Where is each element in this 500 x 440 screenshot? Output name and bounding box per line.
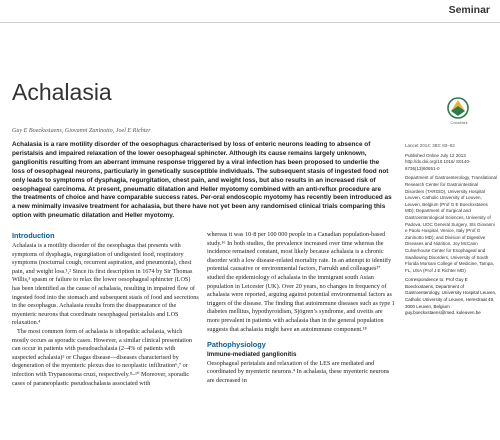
publication-info[interactable]: Published Online July 12 2013 http://dx.doi.org/10.1016/ S0140-6736(13)60651-0 <box>405 152 471 171</box>
article-summary: Achalasia is a rare motility disorder of the oesophagus characterised by loss of enteric neurons leading to absence of peristalsis and impaired relaxation of the lower oesophageal sphincter. Although its cause remains largely unknown, ganglionitis resulting from an aberrant immune response triggered by a viral infection has been proposed to underlie the loss of oesophageal neurons, particularly in genetically susceptible individuals. The subsequent stasis of ingested food not only leads to symptoms of dysphagia, regurgitation, chest pain, and weight loss, but also results in an increased risk of oesophageal carcinoma. At present, pneumatic dilatation and Heller myotomy combined with an anti-reflux procedure are the treatments of choice and have comparable success rates. Per-oral endoscopic myotomy has recently been introduced as a new minimally invasive treatment for achalasia, but there have not yet been any randomised clinical trials comparing this option with pneumatic dilatation and Heller myotomy. <box>12 141 392 220</box>
article-sidebar <box>405 143 498 320</box>
article-authors: Guy E Boeckxstaens, Giovanni Zaninotto, Joel E Richter <box>12 128 151 134</box>
intro-paragraph: Achalasia is a motility disorder of the oesophagus that presents with symptoms of dysphagia, regurgitation of undigested food, respiratory symptoms (nocturnal cough, recurrent aspiration, and pneumonia), chest pain, and weight loss.¹,² Since its first description in 1674 by Sir Thomas Willis,³ spasm or failure to relax the lower oesophageal sphincter (LOS) has been identified as the cause of achalasia, resulting in impaired flow of ingested food into the stomach and subsequent stasis of food and secretions in the oesophagus. Achalasia results from the disappearance of the myenteric neurons that coordinate oesophageal peristalsis and LOS relaxation.⁴ <box>12 242 199 327</box>
body-paragraph: Oesophageal peristalsis and relaxation of the LES are mediated and coordinated by myenteric neurons.⁴ In achalasia, these myenteric neurons are decreased in <box>207 359 390 384</box>
correspondence-info: Correspondence to: Prof Guy E Boeckxstaens, Department of Gastroenterology, University Hospital Leuven, Catholic University of Leuven, Herestraat 49, 3000 Leuven, Belgium guy.boeckxstaens@med. kuleuven.be <box>405 277 497 316</box>
journal-header-bar <box>0 0 500 23</box>
journal-citation: Lancet 2014; 383: 83–93 <box>405 143 455 148</box>
pathophysiology-heading: Pathophysiology <box>207 340 266 350</box>
ganglionitis-subheading: Immune-mediated ganglionitis <box>207 351 297 359</box>
section-label: Seminar <box>448 4 490 16</box>
body-paragraph: whereas it was 10·8 per 100 000 people in a Canadian population-based study.¹⁶ In both studies, the prevalence increased over time whereas the incidence remained constant, most likely because achalasia is a chronic disorder with a low disease-related mortality rate. In an attempt to identify potential causative or environmental factors, Farrukh and colleagues¹⁷ studied the epidemiology of achalasia in the immigrant south Asian population in Leicester (UK). Over 20 years, no changes in frequency of achalasia were reported, arguing against potential environmental factors as triggers of the disease. The finding that autoimmune diseases such as type 1 diabetes mellitus, hypothyroidism, Sjögren’s syndrome, and uveitis are more prevalent in patients with achalasia than in the general population suggests that achalasia might have an autoimmune component.¹⁸ <box>207 231 395 333</box>
crossmark-label: CrossMark <box>450 121 468 125</box>
article-title: Achalasia <box>12 79 112 105</box>
author-affiliations: Department of Gastroenterology, Translational Research Center for Gastrointestinal Disorders (TARGID), University Hospital Leuven, Catholic University of Leuven, Leuven, Belgium (Prof G E Boeckxstaens MD); Department of Surgical and Gastroenterological Sciences, University of Padova, UOC General Surgery, Sts Giovanni e Paolo Hospital, Venice, Italy (Prof G Zaninotto MD); and Division of Digestive Diseases and Nutrition, Joy McCann Culverhouse Center for Esophageal and Swallowing Disorders, University of South Florida Morsani College of Medicine, Tampa, FL, USA (Prof J E Richter MD) <box>405 175 497 273</box>
body-column-right <box>207 231 395 386</box>
crossmark-icon[interactable] <box>447 97 469 121</box>
introduction-heading: Introduction <box>12 231 55 240</box>
body-column-left <box>12 231 200 388</box>
intro-paragraph: The most common form of achalasia is idiopathic achalasia, which mostly occurs as sporadic cases. However, a similar clinical presentation can occur in patients with pseudoachalasia (2–4% of patients with suspected achalasia)⁵ or Chagas disease—diseases characterised by degeneration of the myenteric plexus due to neoplastic infiltration⁶,⁷ or infection with Trypanosoma cruzi, respectively.⁸–¹⁰ Moreover, sporadic cases of paraneoplastic pseudoachalasia associated with <box>12 327 192 387</box>
